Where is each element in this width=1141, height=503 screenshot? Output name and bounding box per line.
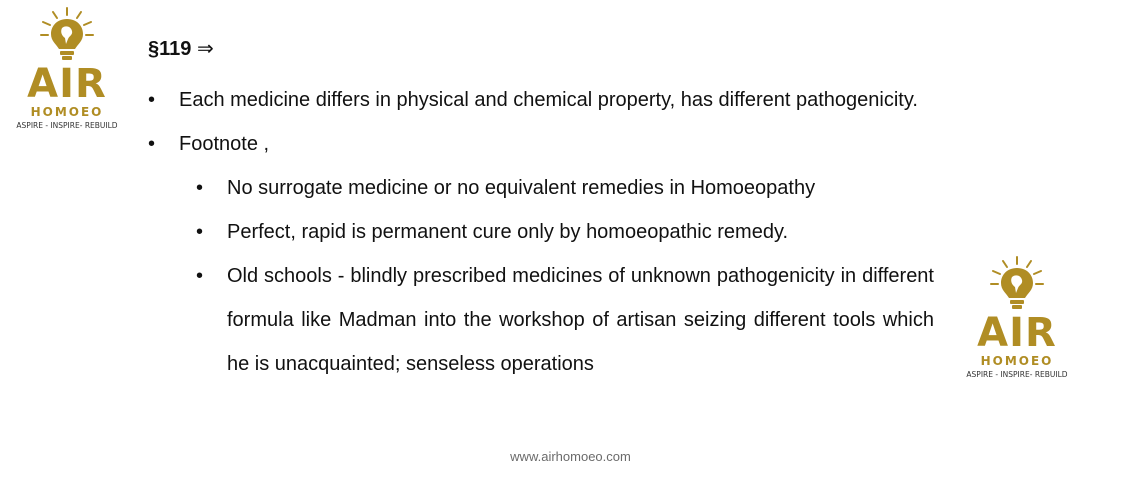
brand-logo (12, 6, 122, 130)
lightbulb-icon (987, 255, 1047, 313)
logo-tagline: ASPIRE - INSPIRE- REBUILD (966, 370, 1068, 379)
bullet-item: • Footnote , (148, 122, 934, 166)
logo-air-text: AIR (27, 61, 107, 107)
arrow-icon: ⇒ (196, 38, 214, 60)
sub-bullet-list (148, 166, 934, 386)
logo-tagline: ASPIRE - INSPIRE- REBUILD (16, 121, 118, 130)
slide-content (148, 36, 934, 386)
footer-url[interactable]: www.airhomoeo.com (510, 449, 631, 464)
lightbulb-icon (37, 6, 97, 64)
logo-homoeo-text: HOMOEO (980, 354, 1054, 368)
brand-logo-secondary (962, 255, 1072, 379)
logo-air-text: AIR (977, 310, 1057, 356)
bullet-item: • Each medicine differs in physical and chemical property, has different pathogenicity. (148, 78, 934, 122)
sub-bullet-item: • Perfect, rapid is permanent cure only by homoeopathic remedy. (148, 210, 934, 254)
bullet-list (148, 78, 934, 166)
sub-bullet-item: • No surrogate medicine or no equivalent remedies in Homoeopathy (148, 166, 934, 210)
section-heading (148, 36, 934, 60)
logo-homoeo-text: HOMOEO (30, 105, 104, 119)
section-number: §119 (148, 38, 192, 60)
sub-bullet-item: • Old schools - blindly prescribed medicines of unknown pathogenicity in different formula like Madman into the workshop of artisan seizing different tools which he is unacquainted; senseless operations (148, 254, 934, 386)
